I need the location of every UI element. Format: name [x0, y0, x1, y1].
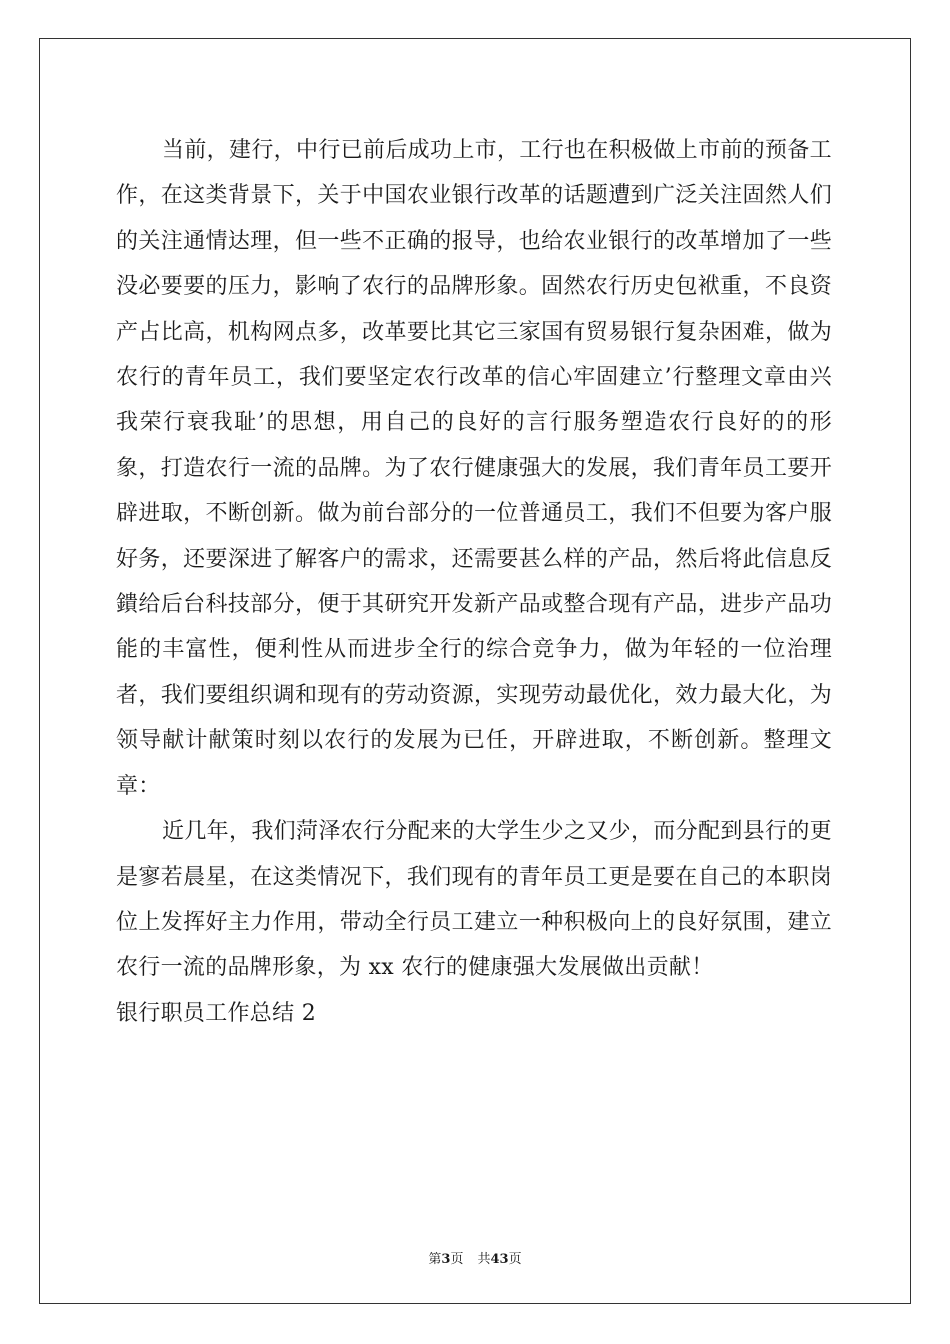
body-paragraph-1: 当前，建行，中行已前后成功上市，工行也在积极做上市前的预备工作，在这类背景下，关于中国农业银行改革的话题遭到广泛关注固然人们的关注通情达理，但一些不正确的报导，也给农业银行的改革增加了一些没必要要的压力，影响了农行的品牌形象。固然农行历史包袱重，不良资产占比高，机构网点多，改革要比其它三家国有贸易银行复杂困难，做为农行的青年员工，我们要坚定农行改革的信心牢固建立’行整理文章由兴我荣行衰我耻’的思想，用自己的良好的言行服务塑造农行良好的的形象，打造农行一流的品牌。为了农行健康强大的发展，我们青年员工要开辟进取，不断创新。做为前台部分的一位普通员工，我们不但要为客户服好务，还要深进了解客户的需求，还需要甚么样的产品，然后将此信息反鐀给后台科技部分，便于其研究开发新产品或整合现有产品，进步产品功能的丰富性，便利性从而进步全行的综合竞争力，做为年轻的一位治理者，我们要组织调和现有的劳动资源，实现劳动最优化，效力最大化，为领导献计献策时刻以农行的发展为已任，开辟进取，不断创新。整理文章： — [116, 138, 832, 799]
section-heading: 银行职员工作总结 2 — [116, 1000, 316, 1026]
document-body — [116, 128, 832, 1036]
page-total-suffix: 页 — [508, 1252, 522, 1267]
page-footer — [0, 1248, 950, 1267]
page-total-count: 43 — [490, 1252, 509, 1267]
page-number-current: 3 — [441, 1252, 451, 1267]
page-total-prefix: 共 — [477, 1252, 491, 1267]
page-number-suffix: 页 — [450, 1252, 464, 1267]
body-paragraph-2: 近几年，我们菏泽农行分配来的大学生少之又少，而分配到县行的更是寥若晨星，在这类情况下，我们现有的青年员工更是要在自己的本职岗位上发挥好主力作用，带动全行员工建立一种积极向上的良好氛围，建立农行一流的品牌形象，为 xx 农行的健康强大发展做出贡献！ — [116, 819, 832, 981]
page-number-prefix: 第 — [428, 1252, 442, 1267]
